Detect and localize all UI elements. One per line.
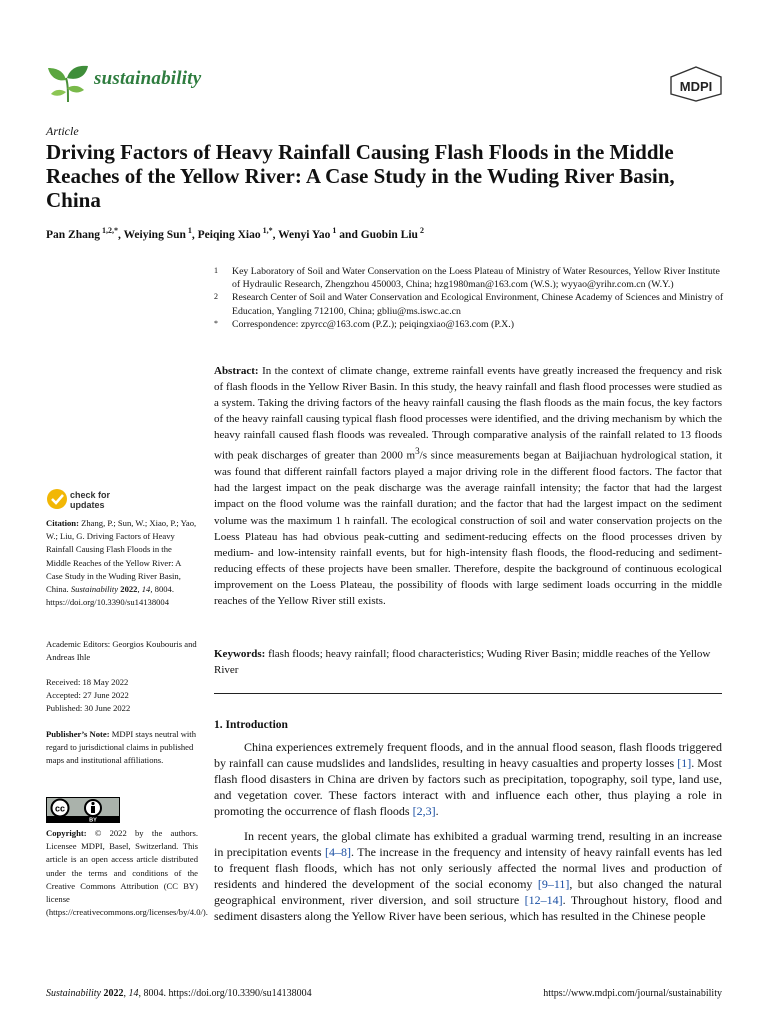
paragraph-text: China experiences extremely frequent floods, and in the annual flood season, flash floods triggered by rainfall can cause mudslides and landslides, resulting in heavy casualties and property losses [214, 740, 722, 770]
author-name: Wenyi Yao [278, 228, 331, 241]
citation-reference-link[interactable]: [4–8] [325, 844, 352, 859]
check-line-1: check for [70, 490, 111, 500]
keywords-label: Keywords: [214, 648, 266, 660]
footer-journal: Sustainability [46, 988, 101, 999]
citation-reference-link[interactable]: [12–14] [524, 892, 563, 907]
check-for-updates-icon[interactable] [46, 488, 68, 510]
svg-text:MDPI: MDPI [679, 79, 713, 94]
copyright-text: © 2022 by the authors. Licensee MDPI, Basel, Switzerland. This article is an open access article distributed under the terms and conditions of the Creative Commons Attribution (CC BY) license (https://creativecommons.org/licenses/by/4.0/). [46, 828, 208, 918]
copyright-block [46, 827, 208, 919]
author-name: Weiying Sun [123, 228, 186, 241]
citation-doi[interactable]: , 8004. https://doi.org/10.3390/su14138004 [46, 584, 174, 608]
academic-editors: Academic Editors: Georgios Koubouris and Andreas Ihle [46, 639, 197, 663]
footer-volume: 14 [128, 988, 139, 999]
footer-year: 2022 [103, 988, 124, 999]
author-affiliation-mark: 1,2,* [100, 226, 119, 235]
check-for-updates-label[interactable] [70, 490, 110, 510]
dates-block [46, 676, 198, 716]
paragraph-text: . The increase in the frequency and intensity of heavy rainfall events has led to frequent flash floods, which has not only seriously affected the normal lives and production of residents and hindered the development of the social economy [214, 844, 722, 891]
journal-name: sustainability [94, 68, 202, 89]
paragraph-text: . Most flash flood disasters in China are driven by factors such as precipitation, topography, soil type, land use, and vegetation cover. These factors interact with and influence each other, thus playing a role in promoting the occurrence of flash floods [214, 755, 722, 818]
author-affiliation-mark: 1 [185, 226, 192, 235]
keywords [214, 646, 722, 678]
author-name: Pan Zhang [46, 228, 101, 241]
publisher-note-text: MDPI stays neutral with regard to jurisdictional claims in published maps and institutional affiliations. [46, 729, 196, 766]
affiliation-mark: 1 [214, 266, 218, 275]
citation-volume: 14 [141, 584, 151, 595]
abstract-text-part2: /s since measurements began at Baijiachuan hydrological station, it was found that different rainfall factors played a major driving role in the different flood factors. The factor that had the largest impact on the peak discharge was the average rainfall intensity; the factor that had the largest impact on the flood volume was the rainfall duration; and the factor that had the largest impact on the sediment volume was the maximum 1 h rainfall. The ecological construction of soil and water conservation projects on the Loess Plateau has had obvious peak-cutting and sediment-reducing effects on the flood processes driven by medium- and low-intensity rainfall events, but for high-intensity flash floods, the flood-reducing and sediment-reducing effects of these projects have been smaller. Therefore, despite the background of continuous ecological improvement on the Loess Plateau, the possibility of floods with large sediment loads occurring in the middle reaches of the Yellow River still exists. [214, 450, 722, 607]
author-affiliation-mark: 1,* [260, 226, 273, 235]
citation-reference-link[interactable]: [9–11] [537, 876, 570, 891]
section-heading-introduction: 1. Introduction [214, 719, 288, 731]
affiliation-mark: 2 [214, 292, 218, 302]
article-type: Article [46, 124, 79, 138]
footer-citation: Sustainability 2022, 14, 8004. https://doi.org/10.3390/su14138004 [46, 988, 312, 999]
abstract [214, 363, 722, 609]
abstract-superscript: 3 [415, 446, 420, 457]
footer-journal-url[interactable]: https://www.mdpi.com/journal/sustainability [543, 988, 722, 999]
affiliation-item [214, 291, 724, 317]
keywords-text: flash floods; heavy rainfall; flood characteristics; Wuding River Basin; middle reaches of the Yellow River [214, 648, 711, 676]
author-name: Guobin Liu [360, 228, 418, 241]
svg-text:BY: BY [89, 817, 97, 823]
citation-label: Citation: [46, 518, 79, 528]
paragraph-text: . [435, 803, 439, 818]
article-title: Driving Factors of Heavy Rainfall Causing Flash Floods in the Middle Reaches of the Yellow River: A Case Study in the Wuding River Basin, China [46, 140, 675, 212]
publisher-note-label: Publisher’s Note: [46, 729, 110, 739]
publisher-note [46, 728, 198, 768]
affiliations [214, 265, 724, 331]
paragraph-text: In recent years, the global climate has exhibited a gradual warming trend, resulting in an increase in precipitation events [214, 829, 722, 859]
paragraph-text: , but also changed the natural geographical environment, river diversion, and soil structure [214, 876, 722, 907]
author-affiliation-mark: 2 [417, 226, 424, 235]
svg-text:cc: cc [54, 803, 66, 814]
affiliation-mark: * [214, 318, 218, 328]
intro-paragraph-2 [214, 829, 722, 924]
citation-block: Citation: Zhang, P.; Sun, W.; Xiao, P.; Yao, W.; Liu, G. Driving Factors of Heavy Rainfall Causing Flash Floods in the Middle Reaches of the Yellow River: A Case Study in the Wuding River Basin, China. Sustainability 2022, 14, 8004. https://doi.org/10.3390/su14138004 [46, 518, 197, 608]
affiliation-item [214, 318, 724, 331]
abstract-label: Abstract: [214, 365, 259, 377]
citation-journal: Sustainability [70, 584, 119, 595]
received-date: Received: 18 May 2022 [46, 677, 129, 687]
affiliation-text: Research Center of Soil and Water Conservation and Ecological Environment, Chinese Academy of Sciences and Ministry of Education, Yangling 712100, China; gbliu@ms.iswc.ac.cn [232, 292, 724, 317]
copyright-label: Copyright: [46, 828, 87, 838]
intro-paragraph-1 [214, 740, 722, 820]
citation-reference-link[interactable]: [2,3] [412, 803, 436, 818]
citation-reference-link[interactable]: [1] [677, 755, 692, 770]
footer-doi[interactable]: , 8004. https://doi.org/10.3390/su14138004 [138, 988, 312, 999]
section-divider [214, 693, 722, 694]
citation-text: Zhang, P.; Sun, W.; Xiao, P.; Yao, W.; Liu, G. Driving Factors of Heavy Rainfall Causing Flash Floods in the Middle Reaches of the Yellow River: A Case Study in the Wuding River Basin, China. [46, 518, 197, 595]
citation-year: 2022 [120, 584, 138, 595]
author-list: Pan Zhang $^{1,2,*}$, Weiying Sun $^1$, Peiqing Xiao $^{1,*}$, Wenyi Yao $^1$ and Guobin Liu $^2$ [46, 226, 424, 241]
mdpi-logo-icon [668, 66, 724, 102]
affiliation-text: Correspondence: zpyrcc@163.com (P.Z.); peiqingxiao@163.com (P.X.) [232, 318, 514, 330]
affiliation-text: Key Laboratory of Soil and Water Conservation on the Loess Plateau of Ministry of Water Resources, Yellow River Institute of Hydraulic Research, Zhengzhou 450003, China; hzg1980man@163.com (W.S.); wyyao@yrihr.com.cn (W.Y.) [232, 266, 720, 291]
published-date: Published: 30 June 2022 [46, 703, 131, 714]
affiliation-item [214, 265, 724, 291]
check-line-2: updates [70, 500, 105, 510]
leaf-sprout-icon [46, 64, 90, 104]
author-affiliation-mark: 1 [330, 226, 337, 235]
paragraph-text: . Throughout history, flood and sediment disasters along the Yellow River have been serious, which has resulted in the Chinese people [214, 892, 723, 923]
cc-by-license-icon[interactable] [46, 797, 120, 823]
author-name: Peiqing Xiao [197, 228, 261, 241]
accepted-date: Accepted: 27 June 2022 [46, 690, 129, 701]
abstract-text-part1: In the context of climate change, extreme rainfall events have greatly increased the frequency and risk of flash floods in the Yellow River Basin. In this study, the heavy rainfall and flash flood processes were studied as a system. Taking the driving factors of the heavy rainfall causing the flash floods as the main focus, the key factors of the heavy rainfall causing typical flash flood processes were identified, and the driving mechanism by which the heavy rainfall caused flash floods was revealed. Through comparative analysis of the rainfall related to 13 floods with peak discharges of greater than 2000 m [214, 365, 723, 463]
